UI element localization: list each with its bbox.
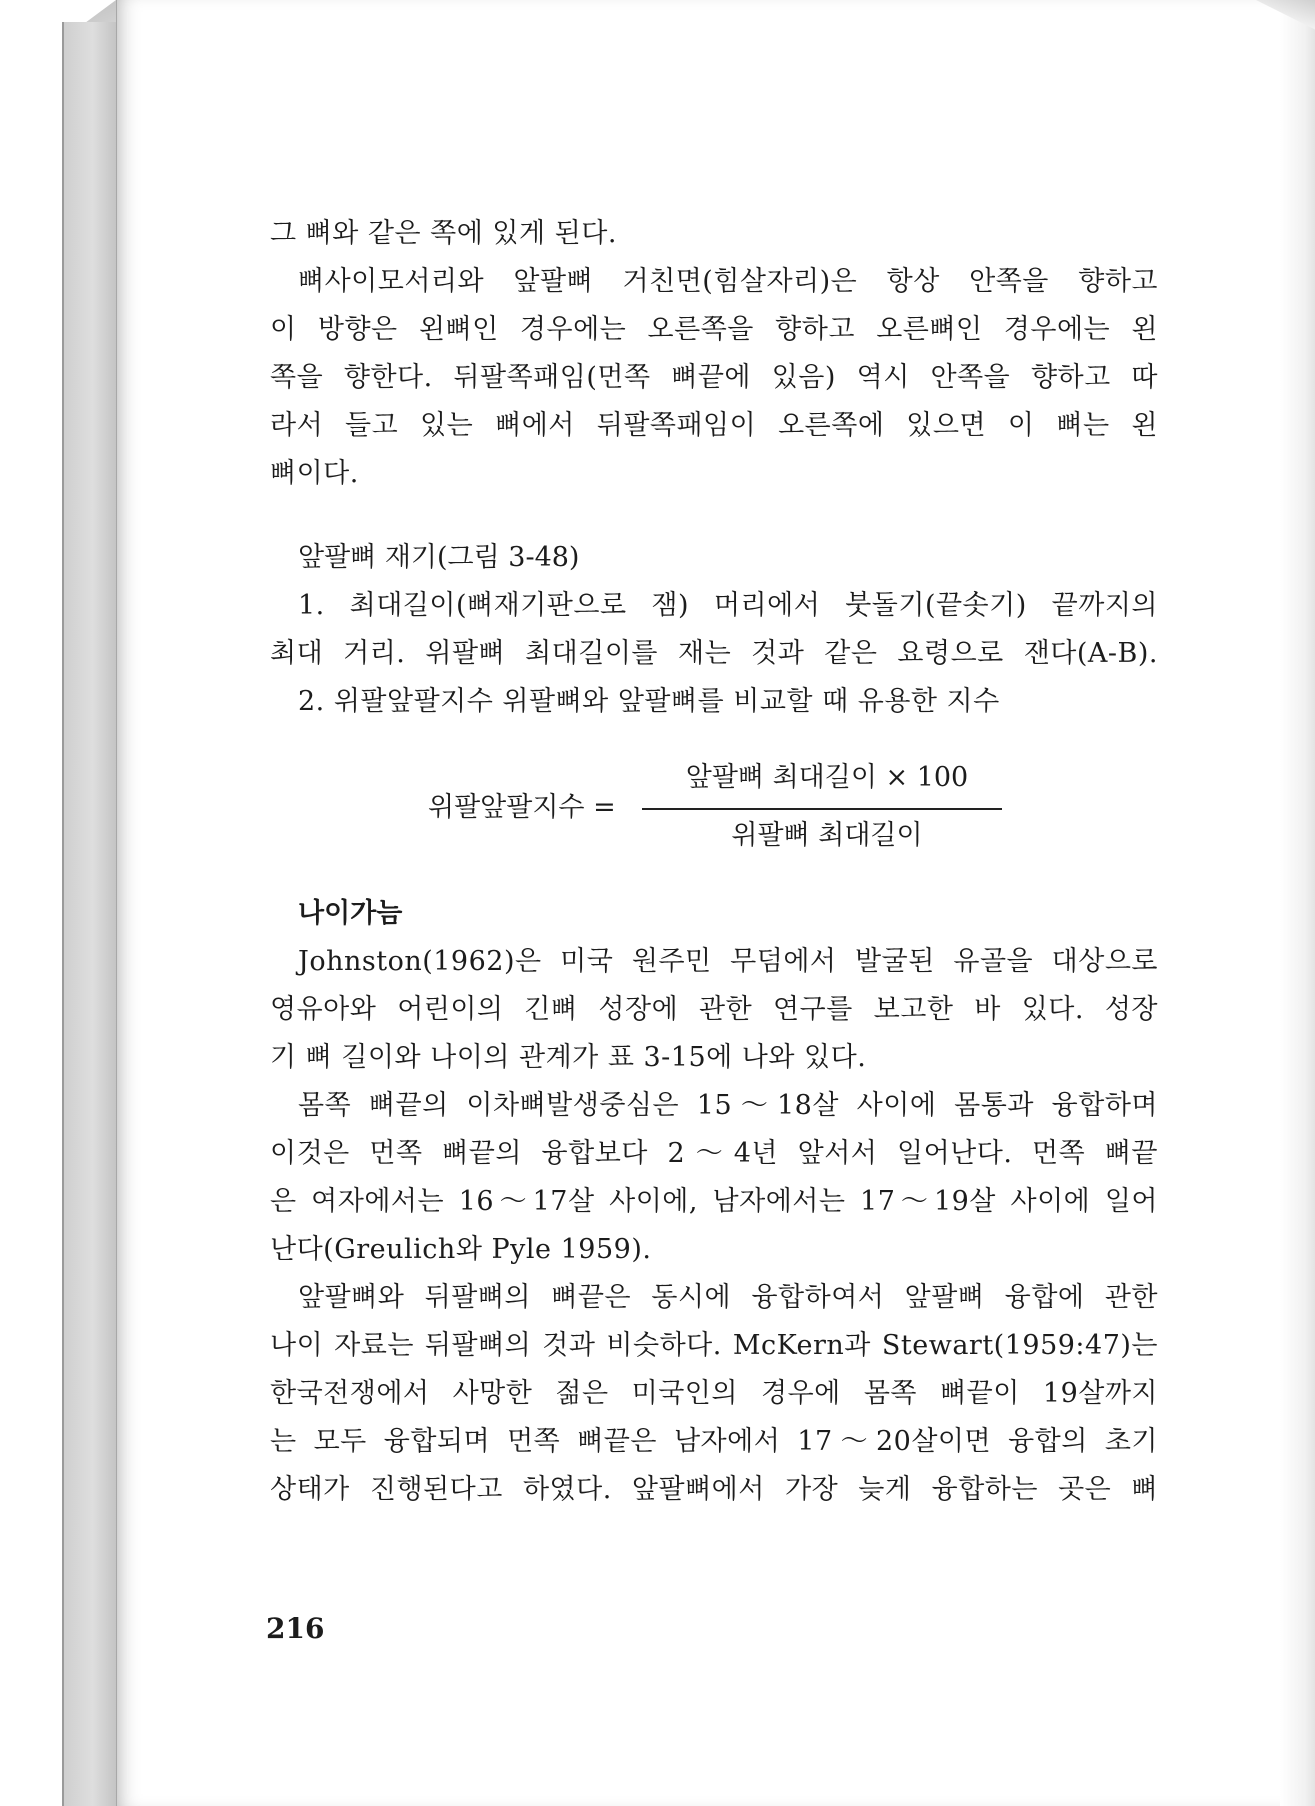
page-edge — [1280, 0, 1315, 1806]
page-content — [270, 210, 1158, 1514]
section-gap — [270, 498, 1158, 534]
book-spine — [62, 22, 116, 1806]
section-heading-measurement: 앞팔뼈 재기(그림 3-48) — [298, 542, 580, 573]
text-line: 상태가 진행된다고 하였다. 앞팔뼈에서 가장 늦게 융합하는 곳은 뼈 — [270, 1474, 1158, 1505]
list-item-max-length: 1. 최대길이(뼈재기판으로 잼) 머리에서 붓돌기(끝솟기) 끝까지의 — [298, 590, 1158, 621]
section-heading-age-estimation: 나이가늠 — [298, 898, 403, 929]
page-number: 216 — [266, 1612, 325, 1645]
text-line: 영유아와 어린이의 긴뼈 성장에 관한 연구를 보고한 바 있다. 성장 — [270, 994, 1158, 1025]
text-line: 나이 자료는 뒤팔뼈의 것과 비슷하다. McKern과 Stewart(1959:47)는 — [270, 1330, 1158, 1361]
text-line: 은 여자에서는 16～17살 사이에, 남자에서는 17～19살 사이에 일어 — [270, 1186, 1158, 1217]
text-line: 는 모두 융합되며 먼쪽 뼈끝은 남자에서 17～20살이면 융합의 초기 — [270, 1426, 1158, 1457]
text-line: 앞팔뼈와 뒤팔뼈의 뼈끝은 동시에 융합하여서 앞팔뼈 융합에 관한 — [298, 1282, 1158, 1313]
text-line: 몸쪽 뼈끝의 이차뼈발생중심은 15～18살 사이에 몸통과 융합하며 — [298, 1090, 1158, 1121]
text-line: 이 방향은 왼뼈인 경우에는 오른쪽을 향하고 오른뼈인 경우에는 왼 — [270, 314, 1158, 345]
formula-denominator: 위팔뼈 최대길이 — [731, 820, 923, 851]
formula-numerator: 앞팔뼈 최대길이 × 100 — [685, 762, 969, 793]
text-line: 난다(Greulich와 Pyle 1959). — [270, 1234, 652, 1265]
formula-lhs: 위팔앞팔지수 = — [428, 792, 616, 823]
text-line: 한국전쟁에서 사망한 젊은 미국인의 경우에 몸쪽 뼈끝이 19살까지 — [270, 1378, 1158, 1409]
text-line: 그 뼈와 같은 쪽에 있게 된다. — [270, 218, 617, 249]
text-line: 쪽을 향한다. 뒤팔쪽패임(먼쪽 뼈끝에 있음) 역시 안쪽을 향하고 따 — [270, 362, 1158, 393]
text-line: 기 뼈 길이와 나이의 관계가 표 3-15에 나와 있다. — [270, 1042, 867, 1073]
text-line: 라서 들고 있는 뼈에서 뒤팔쪽패임이 오른쪽에 있으면 이 뼈는 왼 — [270, 410, 1158, 441]
formula-fraction-bar — [642, 808, 1002, 810]
text-line: 뼈사이모서리와 앞팔뼈 거친면(힘살자리)은 항상 안쪽을 향하고 — [298, 266, 1158, 297]
text-line: Johnston(1962)은 미국 원주민 무덤에서 발굴된 유골을 대상으로 — [298, 946, 1158, 977]
text-line: 뼈이다. — [270, 458, 359, 489]
brachial-index-formula — [270, 756, 1158, 860]
text-line: 최대 거리. 위팔뼈 최대길이를 재는 것과 같은 요령으로 잰다(A-B). — [270, 638, 1158, 669]
list-item-index: 2. 위팔앞팔지수 위팔뼈와 앞팔뼈를 비교할 때 유용한 지수 — [298, 686, 1000, 717]
text-line: 이것은 먼쪽 뼈끝의 융합보다 2～4년 앞서서 일어난다. 먼쪽 뼈끝 — [270, 1138, 1158, 1169]
